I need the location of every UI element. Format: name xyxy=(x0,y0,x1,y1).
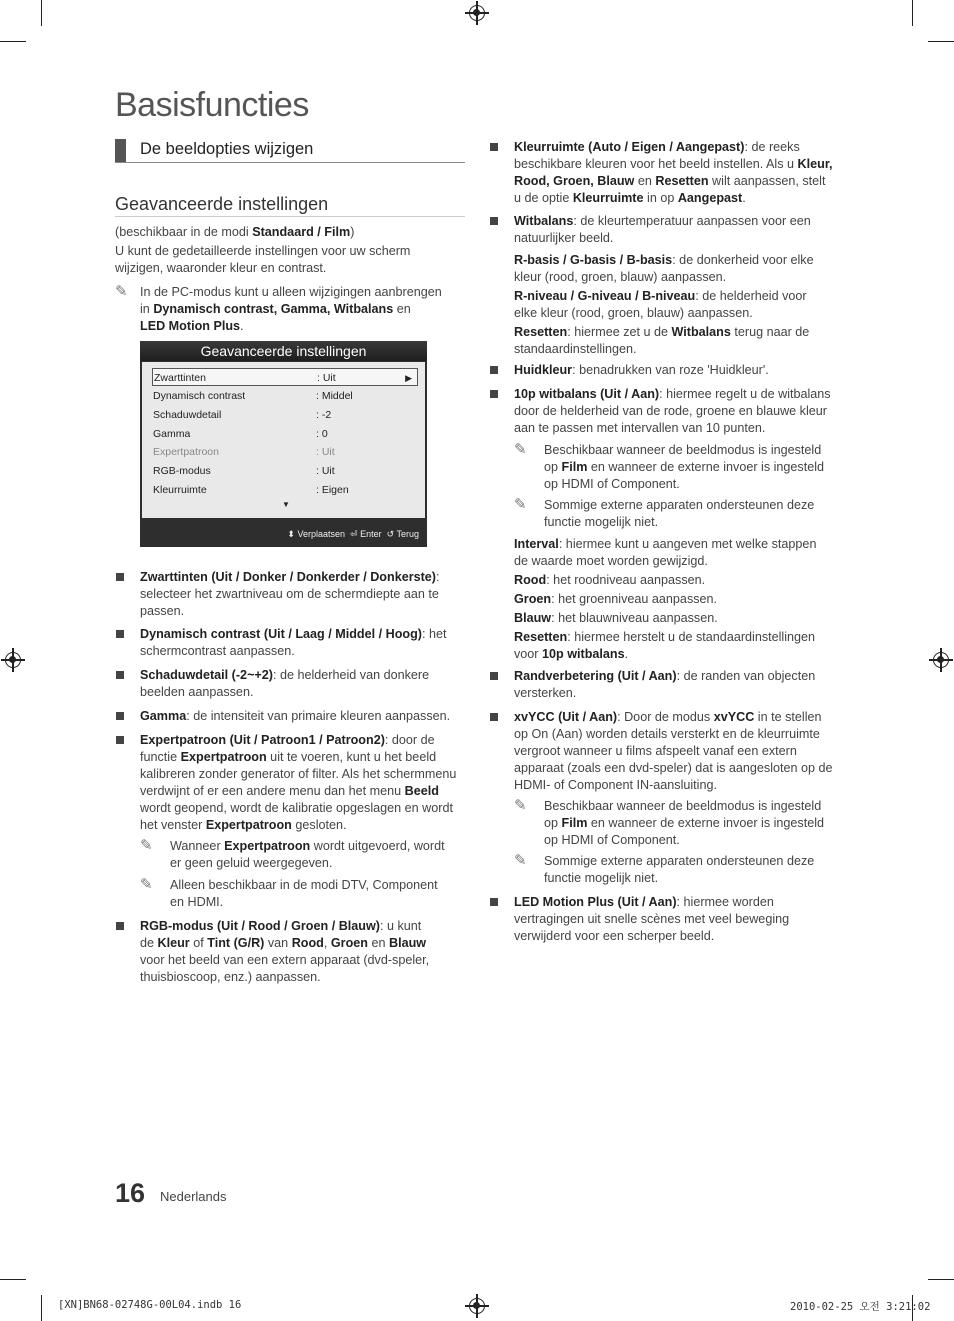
menu-row-dynamisch-contrast[interactable]: Dynamisch contrast : Middel xyxy=(153,390,353,402)
crop-mark xyxy=(0,41,26,42)
note-pencil-icon: ✎ xyxy=(514,852,527,869)
10p-blauw: Blauw: het blauwniveau aanpassen. xyxy=(514,611,718,625)
item-schaduwdetail: Schaduwdetail (-2~+2): de helderheid van donkere beelden aanpassen. xyxy=(140,668,430,699)
print-slug-file: [XN]BN68-02748G-00L04.indb 16 xyxy=(58,1299,242,1311)
menu-row-rgb-modus[interactable]: RGB-modus : Uit xyxy=(153,465,335,477)
item-kleurruimte: Kleurruimte (Auto / Eigen / Aangepast): de reeks beschikbare kleuren voor het beeld instellen. Als u Kleur, Rood, Groen, Blauw en Resetten wilt aanpassen, stelt u de optie Kleurruimte in op Aangepast. xyxy=(514,140,833,205)
intro-modes: (beschikbaar in de modi Standaard / Film) xyxy=(115,225,355,239)
page-title: Basisfuncties xyxy=(115,86,309,124)
note-10p-devices: Sommige externe apparaten ondersteunen deze functie mogelijk niet. xyxy=(544,498,815,529)
bullet-icon xyxy=(116,630,124,638)
crop-mark xyxy=(928,1279,954,1280)
page-number: 16 xyxy=(115,1178,146,1208)
note-pencil-icon: ✎ xyxy=(115,283,128,300)
bullet-icon xyxy=(490,713,498,721)
note-xvycc-devices: Sommige externe apparaten ondersteunen deze functie mogelijk niet. xyxy=(544,854,815,885)
bullet-icon xyxy=(490,898,498,906)
bullet-icon xyxy=(116,573,124,581)
menu-row-expertpatroon: Expertpatroon : Uit xyxy=(153,446,335,458)
item-10p-witbalans: 10p witbalans (Uit / Aan): hiermee regelt u de witbalans door de helderheid van de rode, groene en blauwe kleur aan te passen met intervallen van 10 punten. xyxy=(514,387,831,435)
note-pencil-icon: ✎ xyxy=(514,496,527,513)
menu-title: Geavanceerde instellingen xyxy=(140,341,427,361)
bullet-icon xyxy=(116,736,124,744)
enter-label: Enter xyxy=(360,529,382,539)
menu-body xyxy=(142,362,425,518)
menu-row-schaduwdetail[interactable]: Schaduwdetail : -2 xyxy=(153,409,332,421)
registration-mark-icon xyxy=(933,652,949,668)
witbalans-basis: R-basis / G-basis / B-basis: de donkerheid voor elke kleur (rood, groen, blauw) aanpassen. xyxy=(514,253,814,284)
witbalans-niveau: R-niveau / G-niveau / B-niveau: de helderheid voor elke kleur (rood, groen, blauw) aanpassen. xyxy=(514,289,807,320)
intro-text: U kunt de gedetailleerde instellingen voor uw scherm wijzigen, waaronder kleur en contrast. xyxy=(115,244,411,275)
subsection-heading xyxy=(115,194,465,217)
10p-resetten: Resetten: hiermee herstelt u de standaardinstellingen voor 10p witbalans. xyxy=(514,630,816,661)
registration-mark-icon xyxy=(469,5,485,21)
arrow-right-icon: ▶ xyxy=(405,373,412,383)
menu-footer xyxy=(140,521,427,547)
bullet-icon xyxy=(116,712,124,720)
subsection-heading-text: Geavanceerde instellingen xyxy=(115,194,329,214)
item-gamma: Gamma: de intensiteit van primaire kleuren aanpassen. xyxy=(140,709,451,723)
bullet-icon xyxy=(116,671,124,679)
note-expertpatroon-sound: Wanneer Expertpatroon wordt uitgevoerd, wordt er geen geluid weergegeven. xyxy=(170,839,445,870)
section-heading-text: De beeldopties wijzigen xyxy=(140,140,314,158)
bullet-icon xyxy=(490,143,498,151)
item-witbalans: Witbalans: de kleurtemperatuur aanpassen voor een natuurlijker beeld. xyxy=(514,214,811,245)
registration-mark-icon xyxy=(469,1298,485,1314)
note-expertpatroon-modes: Alleen beschikbaar in de modi DTV, Component en HDMI. xyxy=(170,878,438,909)
item-huidkleur: Huidkleur: benadrukken van roze 'Huidkleur'. xyxy=(514,363,769,377)
witbalans-resetten: Resetten: hiermee zet u de Witbalans terug naar de standaardinstellingen. xyxy=(514,325,810,356)
print-slug-date: 2010-02-25 오전 3:21:02 xyxy=(790,1301,931,1313)
note-pencil-icon: ✎ xyxy=(140,837,153,854)
enter-icon: ⏎ xyxy=(350,529,358,539)
crop-mark xyxy=(41,1295,42,1321)
note-xvycc-film: Beschikbaar wanneer de beeldmodus is ingesteld op Film en wanneer de externe invoer is ingesteld op HDMI of Component. xyxy=(544,799,825,847)
note-pencil-icon: ✎ xyxy=(140,876,153,893)
note-10p-film: Beschikbaar wanneer de beeldmodus is ingesteld op Film en wanneer de externe invoer is ingesteld op HDMI of Component. xyxy=(544,443,825,491)
menu-row-gamma[interactable]: Gamma : 0 xyxy=(153,428,328,440)
return-label: Terug xyxy=(396,529,419,539)
crop-mark xyxy=(41,0,42,26)
item-randverbetering: Randverbetering (Uit / Aan): de randen van objecten versterken. xyxy=(514,669,816,700)
item-xvycc: xvYCC (Uit / Aan): Door de modus xvYCC in te stellen op On (Aan) worden details versterkt en de kleurruimte vergroot wanneer u films afspeelt vanaf een extern apparaat (zoals een dvd-speler) dat is aangesloten op de HDMI- of Component IN-aansluiting. xyxy=(514,710,833,792)
move-label: Verplaatsen xyxy=(297,529,345,539)
section-marker xyxy=(115,139,126,162)
bullet-icon xyxy=(490,390,498,398)
10p-groen: Groen: het groenniveau aanpassen. xyxy=(514,592,718,606)
bullet-icon xyxy=(490,672,498,680)
return-icon: ↺ xyxy=(386,529,395,539)
note-pencil-icon: ✎ xyxy=(514,797,527,814)
bullet-icon xyxy=(490,217,498,225)
item-expertpatroon: Expertpatroon (Uit / Patroon1 / Patroon2): door de functie Expertpatroon uit te voeren, kunt u het beeld kalibreren zonder generator of filter. Als het schermmenu verdwijnt of er een andere menu dan het menu Beeld wordt geopend, wordt de kalibratie opgeslagen en wordt het venster Expertpatroon gesloten. xyxy=(140,733,457,832)
page-language: Nederlands xyxy=(160,1189,227,1204)
10p-rood: Rood: het roodniveau aanpassen. xyxy=(514,573,706,587)
bullet-icon xyxy=(116,922,124,930)
section-heading xyxy=(115,139,465,163)
menu-row-kleurruimte[interactable]: Kleurruimte : Eigen xyxy=(153,484,349,496)
item-dynamisch-contrast: Dynamisch contrast (Uit / Laag / Middel / Hoog): het schermcontrast aanpassen. xyxy=(140,627,447,658)
menu-row-zwarttinten[interactable]: Zwarttinten : Uit ▶ xyxy=(152,368,418,386)
registration-mark-icon xyxy=(5,652,21,668)
item-led-motion-plus: LED Motion Plus (Uit / Aan): hiermee worden vertragingen uit snelle scènes met veel beweging verwijderd voor een scherper beeld. xyxy=(514,895,790,943)
item-rgb-modus: RGB-modus (Uit / Rood / Groen / Blauw): u kunt de Kleur of Tint (G/R) van Rood, Groen en Blauw voor het beeld van een extern apparaat (dvd-speler, thuisbioscoop, enz.) aanpassen. xyxy=(140,919,430,984)
10p-interval: Interval: hiermee kunt u aangeven met welke stappen de waarde moet worden gewijzigd. xyxy=(514,537,817,568)
item-zwarttinten: Zwarttinten (Uit / Donker / Donkerder / Donkerste): selecteer het zwartniveau om de schermdiepte aan te passen. xyxy=(140,570,440,618)
crop-mark xyxy=(928,41,954,42)
note-pencil-icon: ✎ xyxy=(514,441,527,458)
intro-note: In de PC-modus kunt u alleen wijzigingen aanbrengen in Dynamisch contrast, Gamma, Witbalans en LED Motion Plus. xyxy=(140,285,442,333)
scroll-down-icon[interactable]: ▼ xyxy=(282,500,290,509)
up-down-arrow-icon: ⬍ xyxy=(287,529,295,539)
osd-menu xyxy=(140,341,427,547)
crop-mark xyxy=(0,1279,26,1280)
bullet-icon xyxy=(490,366,498,374)
crop-mark xyxy=(912,0,913,26)
